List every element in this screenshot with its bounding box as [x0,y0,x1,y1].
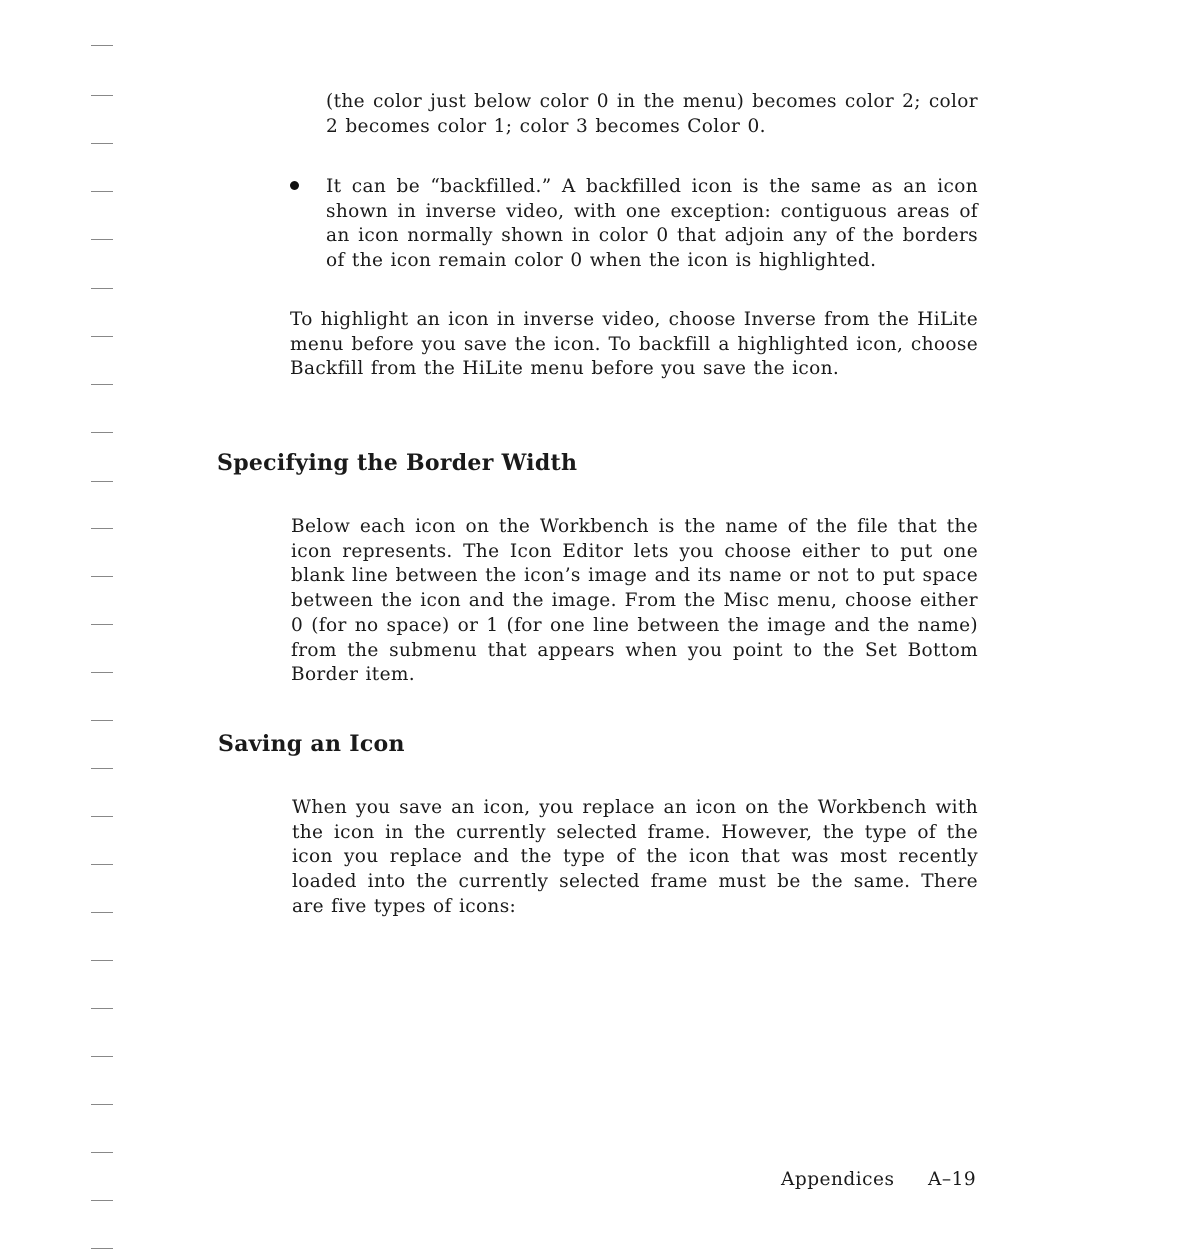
margin-tick [91,768,113,769]
border-width-paragraph: Below each icon on the Workbench is the name of the file that the icon represents. The Icon Editor lets you choose either to put one blank line between the icon’s image and its name or not to put space between the icon and the image. From the Misc menu, choose either 0 (for no space) or 1 (for one line between the image and the name) from the submenu that appears when you point to the Set Bottom Border item. [291,516,978,686]
margin-tick [91,672,113,673]
backfill-bullet-paragraph: It can be “backfilled.” A backfilled icon is the same as an icon shown in inverse video, with one exception: contiguous areas of an icon normally shown in color 0 that adjoin any of the borders of the icon remain color 0 when the icon is highlighted. [326,176,978,272]
saving-icon-paragraph: When you save an icon, you replace an icon on the Workbench with the icon in the currently selected frame. However, the type of the icon you replace and the type of the icon that was most recently loaded into the currently selected frame must be the same. There are five types of icons: [292,797,978,917]
margin-tick [91,95,113,96]
intro-continuation-paragraph: (the color just below color 0 in the menu) becomes color 2; color 2 becomes color 1; color 3 becomes Color 0. [326,91,978,137]
highlight-instructions-paragraph: To highlight an icon in inverse video, choose Inverse from the HiLite menu before you save the icon. To backfill a highlighted icon, choose Backfill from the HiLite menu before you save the icon. [290,309,978,380]
footer-page-number: A–19 [928,1169,977,1190]
margin-tick [91,336,113,337]
margin-tick [91,432,113,433]
margin-tick [91,481,113,482]
section-heading-saving-icon: Saving an Icon [218,731,405,757]
margin-tick [91,288,113,289]
binder-margin-ticks [0,0,140,1258]
margin-tick [91,864,113,865]
margin-tick [91,624,113,625]
margin-tick [91,960,113,961]
margin-tick [91,1248,113,1249]
margin-tick [91,191,113,192]
margin-tick [91,1008,113,1009]
margin-tick [91,45,113,46]
margin-tick [91,1200,113,1201]
section-heading-border-width: Specifying the Border Width [217,450,578,476]
margin-tick [91,912,113,913]
margin-tick [91,384,113,385]
margin-tick [91,576,113,577]
margin-tick [91,1152,113,1153]
bullet-icon [290,181,299,190]
margin-tick [91,239,113,240]
margin-tick [91,816,113,817]
margin-tick [91,1056,113,1057]
footer-section-title: Appendices [781,1169,895,1190]
margin-tick [91,720,113,721]
margin-tick [91,1104,113,1105]
margin-tick [91,528,113,529]
margin-tick [91,143,113,144]
